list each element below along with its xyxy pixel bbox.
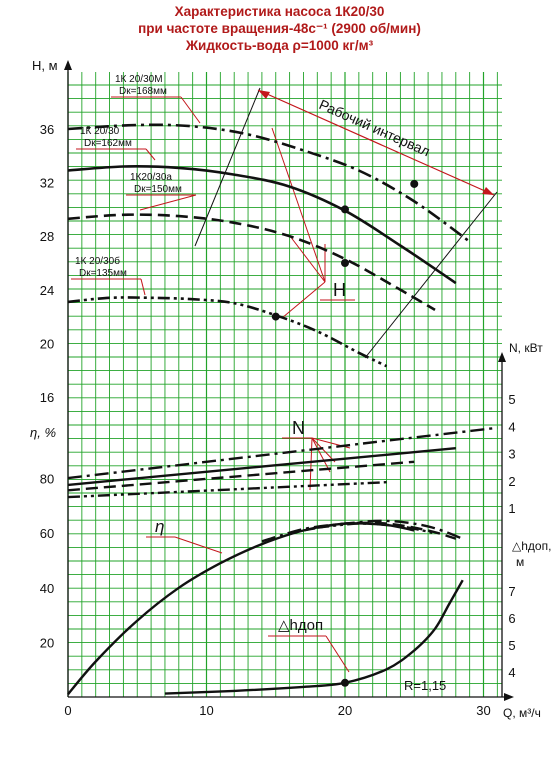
head-curve-name: 1К 20/30б [75,256,120,267]
head-tick-label: 32 [39,175,55,191]
left-axis-arrow [64,60,72,70]
power-tick-label: 2 [508,473,516,489]
efficiency-tick-label: 60 [39,526,55,542]
head-curve-diameter: Dк=150мм [134,184,182,195]
power-tick-label: 4 [508,419,516,435]
title-line-2: при частоте вращения-48с⁻¹ (2900 об/мин) [138,21,421,36]
power-tick-label: 5 [508,392,516,408]
curves [68,125,497,695]
operating-point [272,313,280,321]
efficiency-tick-label: 80 [39,471,55,487]
head-leader-line [141,279,145,295]
operating-point [341,259,349,267]
efficiency-axis-label: η, % [30,425,56,440]
npsh-tick-label: 7 [508,584,516,599]
efficiency-tick-label: 40 [39,580,55,596]
npsh-axis-label: △hдоп, [512,539,552,553]
operating-point [410,180,418,188]
x-tick-label: 0 [64,703,72,718]
power-curve-0 [68,428,497,478]
power-tick-label: 1 [508,501,516,516]
npsh-axis-unit: м [516,555,525,569]
labels [30,58,551,720]
bottom-axis-arrow [504,693,514,701]
efficiency-curve-0 [68,523,414,694]
head-tick-label: 24 [39,282,55,298]
head-tick-label: 28 [39,229,55,245]
head-curve-diameter: Dк=162мм [84,138,132,149]
power-marker-label: N [292,418,305,438]
reserve-note: R=1,15 [404,678,447,693]
head-curve-name: 1К 20/30 [80,126,120,137]
head-curve-name: 1К 20/30М [115,74,163,85]
head-tick-label: 20 [39,336,55,352]
npsh-point [341,679,349,687]
power-marker-leader [312,438,330,472]
x-tick-label: 20 [337,703,353,718]
efficiency-marker-leader [175,537,222,553]
head-axis-label: H, м [32,58,58,73]
head-leader-line [146,149,155,160]
npsh-tick-label: 6 [508,611,516,626]
power-curve-3 [68,482,387,497]
head-curve-3 [68,297,387,366]
power-marker-leader [310,438,312,490]
x-axis-label: Q, м³/ч [503,706,541,720]
npsh-tick-label: 5 [508,638,516,653]
power-axis-label: N, кВт [509,341,543,355]
npsh-marker-label: △hдоп [278,617,324,634]
head-leader-line [181,97,200,123]
power-tick-label: 3 [508,446,516,462]
operating-point [341,205,349,213]
title-line-1: Характеристика насоса 1К20/30 [174,4,385,19]
x-tick-label: 10 [199,703,214,718]
head-tick-label: 36 [39,122,55,137]
npsh-curve [165,580,463,693]
efficiency-marker-label: η [155,517,165,536]
head-curve-diameter: Dк=135мм [79,268,127,279]
head-curve-name: 1К20/30а [130,172,172,183]
working-range-label: Рабочий интервал [316,96,433,160]
axes [64,60,514,701]
head-tick-label: 16 [39,390,55,405]
range-arrow-head-left [258,90,270,99]
head-curve-diameter: Dк=168мм [119,86,167,97]
x-tick-label: 30 [476,703,491,718]
head-marker-label: H [333,280,346,300]
efficiency-tick-label: 20 [39,635,55,651]
title-line-3: Жидкость-вода ρ=1000 кг/м³ [185,38,374,53]
npsh-tick-label: 4 [508,665,516,680]
